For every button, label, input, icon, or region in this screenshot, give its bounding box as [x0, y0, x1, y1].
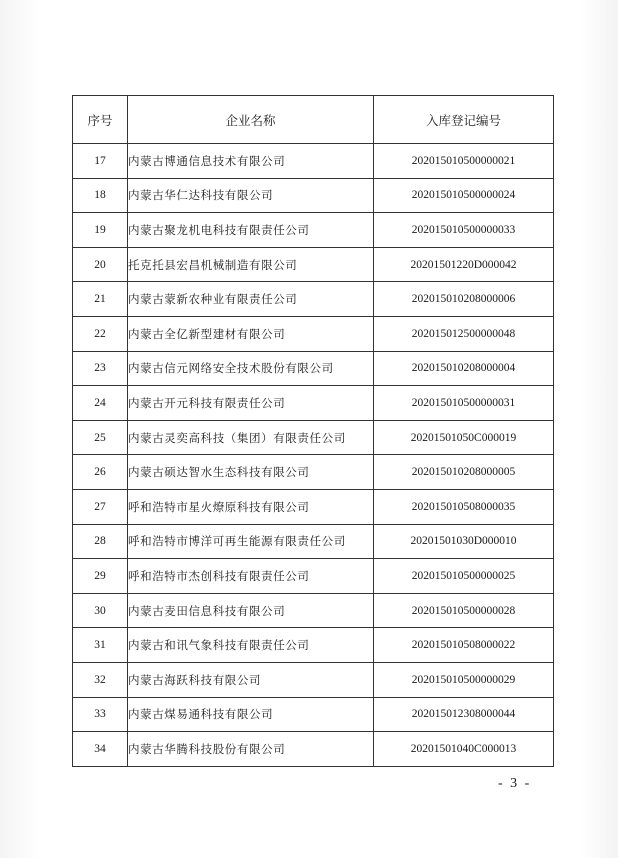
table-row	[73, 282, 554, 317]
row-serial-number: 18	[73, 178, 128, 213]
row-registration-number: 202015010500000024	[374, 178, 554, 213]
table-row	[73, 697, 554, 732]
table-row	[73, 386, 554, 421]
table-row	[73, 247, 554, 282]
table-row	[73, 628, 554, 663]
table-header-row	[73, 96, 554, 144]
row-enterprise-name: 内蒙古蒙新农种业有限责任公司	[128, 282, 374, 317]
row-enterprise-name: 呼和浩特市杰创科技有限责任公司	[128, 559, 374, 594]
row-registration-number: 20201501050C000019	[374, 420, 554, 455]
row-registration-number: 202015010208000006	[374, 282, 554, 317]
row-serial-number: 32	[73, 662, 128, 697]
row-registration-number: 202015010508000022	[374, 628, 554, 663]
row-registration-number: 202015010500000031	[374, 386, 554, 421]
row-registration-number: 20201501030D000010	[374, 524, 554, 559]
row-enterprise-name: 内蒙古灵奕高科技（集团）有限责任公司	[128, 420, 374, 455]
row-registration-number: 202015010500000029	[374, 662, 554, 697]
table-row	[73, 489, 554, 524]
row-serial-number: 28	[73, 524, 128, 559]
row-serial-number: 30	[73, 593, 128, 628]
row-serial-number: 22	[73, 316, 128, 351]
table-row	[73, 213, 554, 248]
row-registration-number: 202015010208000004	[374, 351, 554, 386]
table-row	[73, 144, 554, 179]
row-enterprise-name: 内蒙古煤易通科技有限公司	[128, 697, 374, 732]
row-enterprise-name: 内蒙古博通信息技术有限公司	[128, 144, 374, 179]
table-row	[73, 316, 554, 351]
table-row	[73, 593, 554, 628]
row-serial-number: 20	[73, 247, 128, 282]
row-serial-number: 24	[73, 386, 128, 421]
table-row	[73, 455, 554, 490]
row-registration-number: 20201501220D000042	[374, 247, 554, 282]
row-serial-number: 29	[73, 559, 128, 594]
row-registration-number: 202015010500000025	[374, 559, 554, 594]
table-row	[73, 732, 554, 767]
row-enterprise-name: 内蒙古华腾科技股份有限公司	[128, 732, 374, 767]
row-enterprise-name: 内蒙古海跃科技有限公司	[128, 662, 374, 697]
table-row	[73, 351, 554, 386]
row-serial-number: 27	[73, 489, 128, 524]
row-enterprise-name: 内蒙古华仁达科技有限公司	[128, 178, 374, 213]
row-registration-number: 202015010500000021	[374, 144, 554, 179]
row-enterprise-name: 内蒙古信元网络安全技术股份有限公司	[128, 351, 374, 386]
header-enterprise-name: 企业名称	[128, 96, 374, 144]
row-enterprise-name: 托克托县宏昌机械制造有限公司	[128, 247, 374, 282]
table-row	[73, 559, 554, 594]
row-registration-number: 202015012500000048	[374, 316, 554, 351]
row-enterprise-name: 内蒙古开元科技有限责任公司	[128, 386, 374, 421]
row-serial-number: 23	[73, 351, 128, 386]
row-registration-number: 202015010500000033	[374, 213, 554, 248]
row-serial-number: 26	[73, 455, 128, 490]
row-registration-number: 202015010508000035	[374, 489, 554, 524]
row-registration-number: 20201501040C000013	[374, 732, 554, 767]
row-enterprise-name: 呼和浩特市博洋可再生能源有限责任公司	[128, 524, 374, 559]
row-serial-number: 31	[73, 628, 128, 663]
table-row	[73, 662, 554, 697]
row-enterprise-name: 内蒙古硕达智水生态科技有限公司	[128, 455, 374, 490]
row-serial-number: 17	[73, 144, 128, 179]
row-registration-number: 202015010208000005	[374, 455, 554, 490]
row-enterprise-name: 内蒙古麦田信息科技有限公司	[128, 593, 374, 628]
header-serial-number: 序号	[73, 96, 128, 144]
row-serial-number: 25	[73, 420, 128, 455]
row-enterprise-name: 内蒙古和讯气象科技有限责任公司	[128, 628, 374, 663]
row-enterprise-name: 内蒙古聚龙机电科技有限责任公司	[128, 213, 374, 248]
row-serial-number: 21	[73, 282, 128, 317]
row-serial-number: 19	[73, 213, 128, 248]
row-registration-number: 202015012308000044	[374, 697, 554, 732]
row-serial-number: 34	[73, 732, 128, 767]
enterprise-registry-table	[72, 95, 554, 767]
table-row	[73, 524, 554, 559]
table-row	[73, 178, 554, 213]
page-number: - 3 -	[498, 776, 532, 791]
table-row	[73, 420, 554, 455]
header-registration-number: 入库登记编号	[374, 96, 554, 144]
row-enterprise-name: 呼和浩特市星火燎原科技有限公司	[128, 489, 374, 524]
row-registration-number: 202015010500000028	[374, 593, 554, 628]
row-serial-number: 33	[73, 697, 128, 732]
row-enterprise-name: 内蒙古全亿新型建材有限公司	[128, 316, 374, 351]
